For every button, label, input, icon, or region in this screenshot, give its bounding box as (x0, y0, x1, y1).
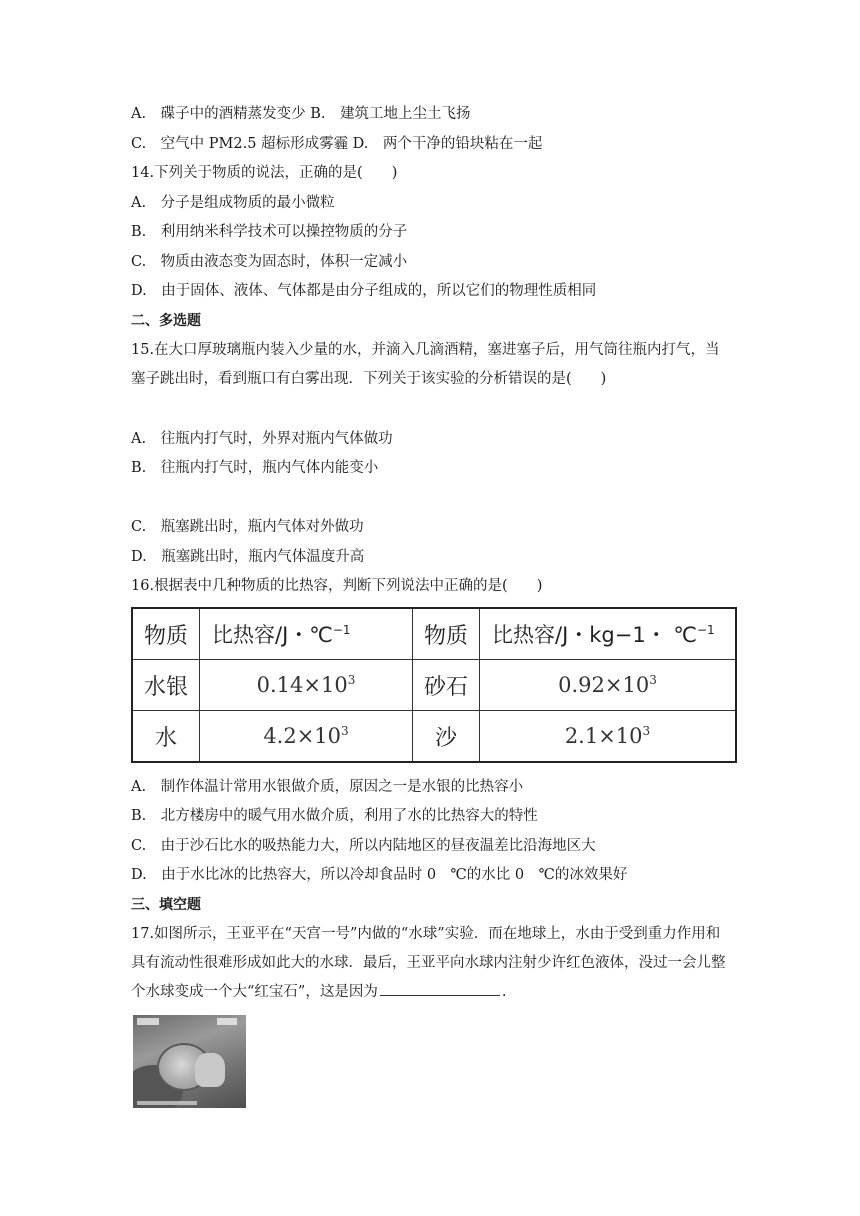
q16-option-c: C. 由于沙石比水的吸热能力大，所以内陆地区的昼夜温差比沿海地区大 (131, 838, 596, 854)
q16-option-d: D. 由于水比冰的比热容大，所以冷却食品时 0 ℃的水比 0 ℃的冰效果好 (131, 867, 628, 883)
table-row (132, 711, 736, 763)
q14-option-d: D. 由于固体、液体、气体都是由分子组成的，所以它们的物理性质相同 (131, 283, 597, 299)
specific-heat-table (131, 607, 737, 763)
answer-blank (380, 981, 500, 996)
table-cell-sand: 沙 (413, 711, 480, 763)
table-cell-mercury-value-exp: 3 (347, 673, 356, 687)
photo-caption-mark (137, 1101, 197, 1105)
photo-channel-mark (217, 1018, 237, 1025)
section-heading-fill-in: 三、填空题 (131, 897, 201, 913)
table-header-heat-capacity (200, 608, 413, 660)
q15-stem: 15.在大口厚玻璃瓶内装入少量的水，并滴入几滴酒精，塞进塞子后，用气筒往瓶内打气，当塞子跳出时，看到瓶口有白雾出现．下列关于该实验的分析错误的是( ) (131, 342, 720, 387)
q14-option-c: C. 物质由液态变为固态时，体积一定减小 (131, 254, 408, 270)
q16-option-a: A. 制作体温计常用水银做介质，原因之一是水银的比热容小 (131, 779, 524, 795)
table-row (132, 660, 736, 711)
q16-option-b: B. 北方楼房中的暖气用水做介质，利用了水的比热容大的特性 (131, 808, 538, 824)
table-header-heat-capacity-exp: −1 (332, 623, 351, 637)
table-header-heat-capacity-2 (480, 608, 737, 660)
q15-option-d: D. 瓶塞跳出时，瓶内气体温度升高 (131, 549, 365, 565)
q14-option-a: A. 分子是组成物质的最小微粒 (131, 195, 335, 211)
table-header-substance: 物质 (132, 608, 200, 660)
q16-stem: 16.根据表中几种物质的比热容，判断下列说法中正确的是( ) (131, 578, 543, 594)
table-cell-sand-value (480, 711, 737, 763)
table-cell-water: 水 (132, 711, 200, 763)
table-cell-water-value-exp: 3 (341, 724, 349, 738)
q13-options-cd: C. 空气中 PM2.5 超标形成雾霾 D. 两个干净的铅块粘在一起 (131, 136, 543, 152)
q15-option-c: C. 瓶塞跳出时，瓶内气体对外做功 (131, 519, 364, 535)
table-cell-water-value (200, 711, 413, 763)
table-header-heat-capacity-text: 比热容/J・℃ (212, 623, 333, 647)
section-heading-multiple-choice: 二、多选题 (131, 313, 201, 329)
table-row-header (132, 608, 736, 660)
q17-text: 17.如图所示，王亚平在“天宫一号”内做的“水球”实验．而在地球上，水由于受到重力作用和具有流动性很难形成如此大的水球．最后，王亚平向水球内注射少许红色液体，没过一会儿整个水球变成一个大“红宝石”，这是因为 (131, 926, 726, 1000)
q15-option-b: B. 往瓶内打气时，瓶内气体内能变小 (131, 460, 379, 476)
table-cell-gravel-value (480, 660, 737, 711)
table-header-heat-capacity-2-text: 比热容/J・kg−1・ ℃ (492, 623, 697, 647)
photo-hand (195, 1053, 225, 1087)
q14-option-b: B. 利用纳米科学技术可以操控物质的分子 (131, 224, 408, 240)
table-cell-sand-value-exp: 3 (642, 724, 651, 738)
table-cell-mercury-value-text: 0.14×10 (256, 673, 348, 697)
water-ball-photo (133, 1015, 246, 1108)
table-cell-sand-value-text: 2.1×10 (564, 724, 643, 748)
q17-end: . (501, 984, 507, 1000)
table-header-substance-2: 物质 (413, 608, 480, 660)
q13-options-ab: A. 碟子中的酒精蒸发变少 B. 建筑工地上尘土飞扬 (131, 106, 471, 122)
table-cell-mercury: 水银 (132, 660, 200, 711)
photo-logo-mark (137, 1018, 159, 1025)
table-header-heat-capacity-2-exp: −1 (696, 623, 715, 637)
table-cell-mercury-value (200, 660, 413, 711)
q15-option-a: A. 往瓶内打气时，外界对瓶内气体做功 (131, 431, 393, 447)
q14-stem: 14.下列关于物质的说法，正确的是( ) (131, 165, 398, 181)
table-cell-gravel: 砂石 (413, 660, 480, 711)
q17-stem (131, 920, 731, 1007)
table-cell-gravel-value-text: 0.92×10 (558, 673, 650, 697)
table-cell-gravel-value-exp: 3 (649, 673, 657, 687)
table-cell-water-value-text: 4.2×10 (263, 724, 342, 748)
